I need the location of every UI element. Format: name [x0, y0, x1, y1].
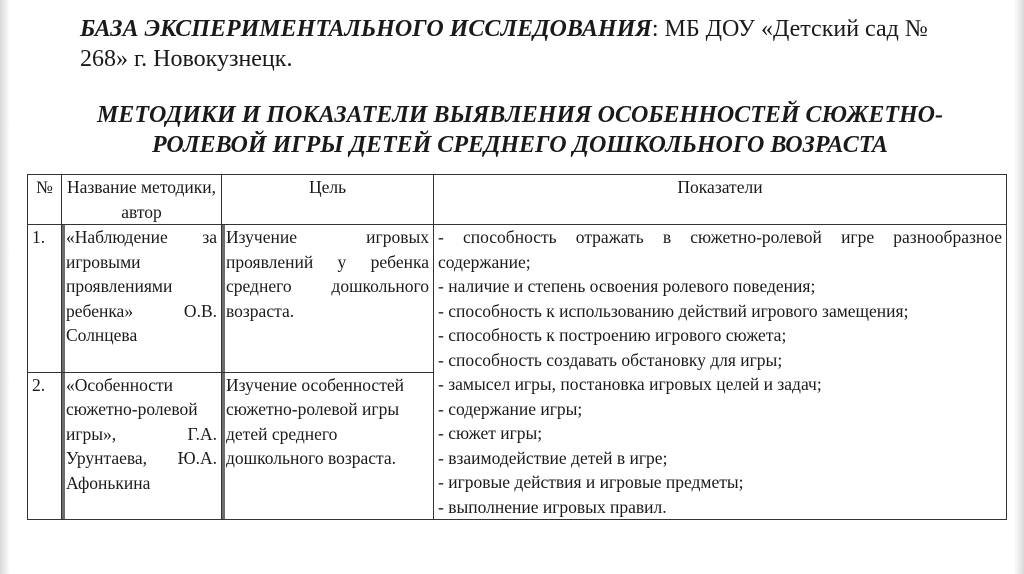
header-indicators: Показатели [434, 175, 1007, 225]
method-name: «Наблюдение за игровыми проявлениями ребенка» О.В. Солнцева [62, 225, 222, 373]
slide-title-line: РОЛЕВОЙ ИГРЫ ДЕТЕЙ СРЕДНЕГО ДОШКОЛЬНОГО ВОЗРАСТА [152, 132, 888, 158]
indicator-item: - способность создавать обстановку для игры; [438, 349, 783, 370]
slide-edge-right [1014, 0, 1024, 574]
methods-table [27, 174, 1007, 520]
row-num: 2. [28, 372, 62, 520]
header-goal: Цель [222, 175, 434, 225]
indicator-item: - способность к использованию действий игрового замещения; [438, 300, 909, 321]
indicator-item: - способность отражать в сюжетно-ролевой игре разнообразное содержание; [438, 227, 1002, 272]
indicator-item: - выполнение игровых правил. [438, 496, 667, 517]
method-name: «Особенности сюжетно-ролевой игры», Г.А. Урунтаева, Ю.А. Афонькина [62, 372, 222, 520]
research-base-header [80, 14, 980, 74]
indicator-item: - способность к построению игрового сюжета; [438, 325, 787, 345]
table-row [28, 225, 1007, 373]
slide-title-line: МЕТОДИКИ И ПОКАЗАТЕЛИ ВЫЯВЛЕНИЯ ОСОБЕННОСТЕЙ СЮЖЕТНО- [96, 102, 944, 128]
indicator-item: - наличие и степень освоения ролевого поведения; [438, 276, 816, 296]
slide-edge-left [0, 0, 10, 574]
header-num: № [28, 175, 62, 225]
indicators-cell [434, 225, 1007, 520]
slide-title [40, 100, 1000, 160]
header-name: Название методики, автор [62, 175, 222, 225]
research-base-label: БАЗА ЭКСПЕРИМЕНТАЛЬНОГО ИССЛЕДОВАНИЯ [80, 16, 652, 42]
method-goal: Изучение особенностей сюжетно-ролевой игры детей среднего дошкольного возраста. [222, 372, 434, 520]
row-num: 1. [28, 225, 62, 373]
research-base-text: : МБ ДОУ «Детский сад № 268» г. Новокузнецк. [80, 16, 928, 72]
method-goal: Изучение игровых проявлений у ребенка среднего дошкольного возраста. [222, 225, 434, 373]
table-header-row [28, 175, 1007, 225]
indicator-item: - взаимодействие детей в игре; [438, 447, 668, 468]
indicator-item: - замысел игры, постановка игровых целей и задач; [438, 374, 822, 394]
indicator-item: - игровые действия и игровые предметы; [438, 472, 744, 492]
indicator-item: - сюжет игры; [438, 423, 543, 443]
indicator-item: - содержание игры; [438, 398, 583, 419]
